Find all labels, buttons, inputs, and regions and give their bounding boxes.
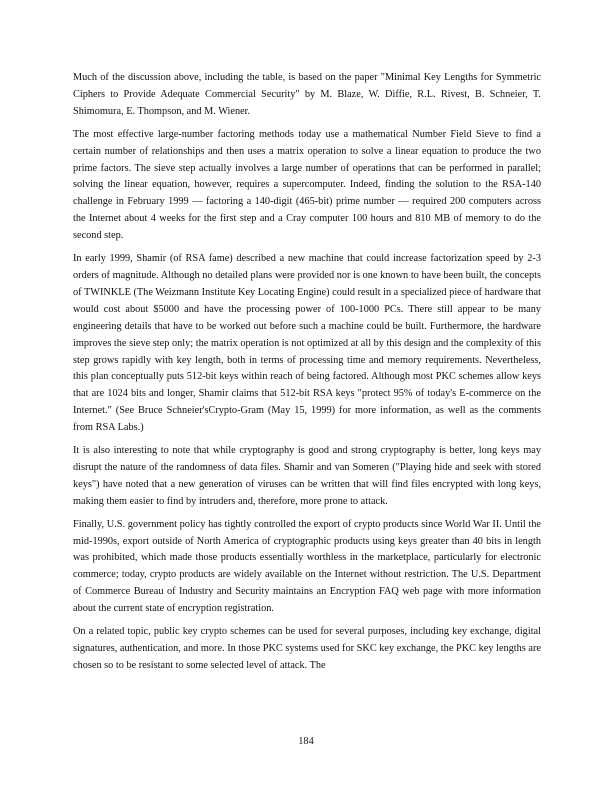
page-number: 184 — [298, 736, 314, 747]
paragraph-randomness: It is also interesting to note that while cryptography is good and strong cryptography is better, long keys may disrupt the nature of the randomness of data files. Shamir and van Someren ("Playing hide and seek with stored keys") have noted that a new generation of viruses can be written that will find files encrypted with long keys, making them easier to find by intruders and, therefore, more prone to attack. — [73, 445, 541, 507]
paragraph-pkc-purposes: On a related topic, public key crypto schemes can be used for several purposes, including key exchange, digital signatures, authentication, and more. In those PKC systems used for SKC key exchange, the PKC key lengths are chosen so to be resistant to some selected level of attack. The — [73, 626, 541, 671]
paragraph-factoring-methods: The most effective large-number factoring methods today use a mathematical Number Field Sieve to find a certain number of relationships and then uses a matrix operation to solve a linear equation to produce the two prime factors. The sieve step actually involves a large number of operations that can be performed in parallel; solving the linear equation, however, requires a supercomputer. Indeed, finding the solution to the RSA-140 challenge in February 1999 — factoring a 140-digit (465-bit) prime number — required 200 computers across the Internet about 4 weeks for the first step and a Cray computer 100 hours and 810 MB of memory to do the second step. — [73, 128, 541, 242]
body-text — [73, 70, 541, 681]
paragraph-twinkle-machine: In early 1999, Shamir (of RSA fame) described a new machine that could increase factorization speed by 2-3 orders of magnitude. Although no detailed plans were provided nor is one known to have been built, the concepts of TWINKLE (The Weizmann Institute Key Locating Engine) could result in a specialized piece of hardware that would cost about $5000 and have the processing power of 100-1000 PCs. There still appear to be many engineering details that have to be worked out before such a machine could be built. Furthermore, the hardware improves the sieve step only; the matrix operation is not optimized at all by this design and the complexity of this step grows rapidly with key length, both in terms of processing time and memory requirements. Nevertheless, this plan conceptually puts 512-bit keys within reach of being factored. Although most PKC schemes allow keys that are 1024 bits and longer, Shamir claims that 512-bit RSA keys "protect 95% of today's E-commerce on the Internet." (See Bruce Schneier'sCrypto-Gram (May 15, 1999) for more information, as well as the comments from RSA Labs.) — [73, 253, 541, 434]
paragraph-export-policy: Finally, U.S. government policy has tightly controlled the export of crypto products since World War II. Until the mid-1990s, export outside of North America of cryptographic products using keys greater than 40 bits in length was prohibited, which made those products essentially worthless in the marketplace, particularly for electronic commerce; today, crypto products are widely available on the Internet without restriction. The U.S. Department of Commerce Bureau of Industry and Security maintains an Encryption FAQ web page with more information about the current state of encryption registration. — [73, 518, 541, 615]
paragraph-key-lengths-paper: Much of the discussion above, including the table, is based on the paper "Minimal Key Lengths for Symmetric Ciphers to Provide Adequate Commercial Security" by M. Blaze, W. Diffie, R.L. Rivest, B. Schneier, T. Shimomura, E. Thompson, and M. Wiener. — [73, 72, 541, 117]
